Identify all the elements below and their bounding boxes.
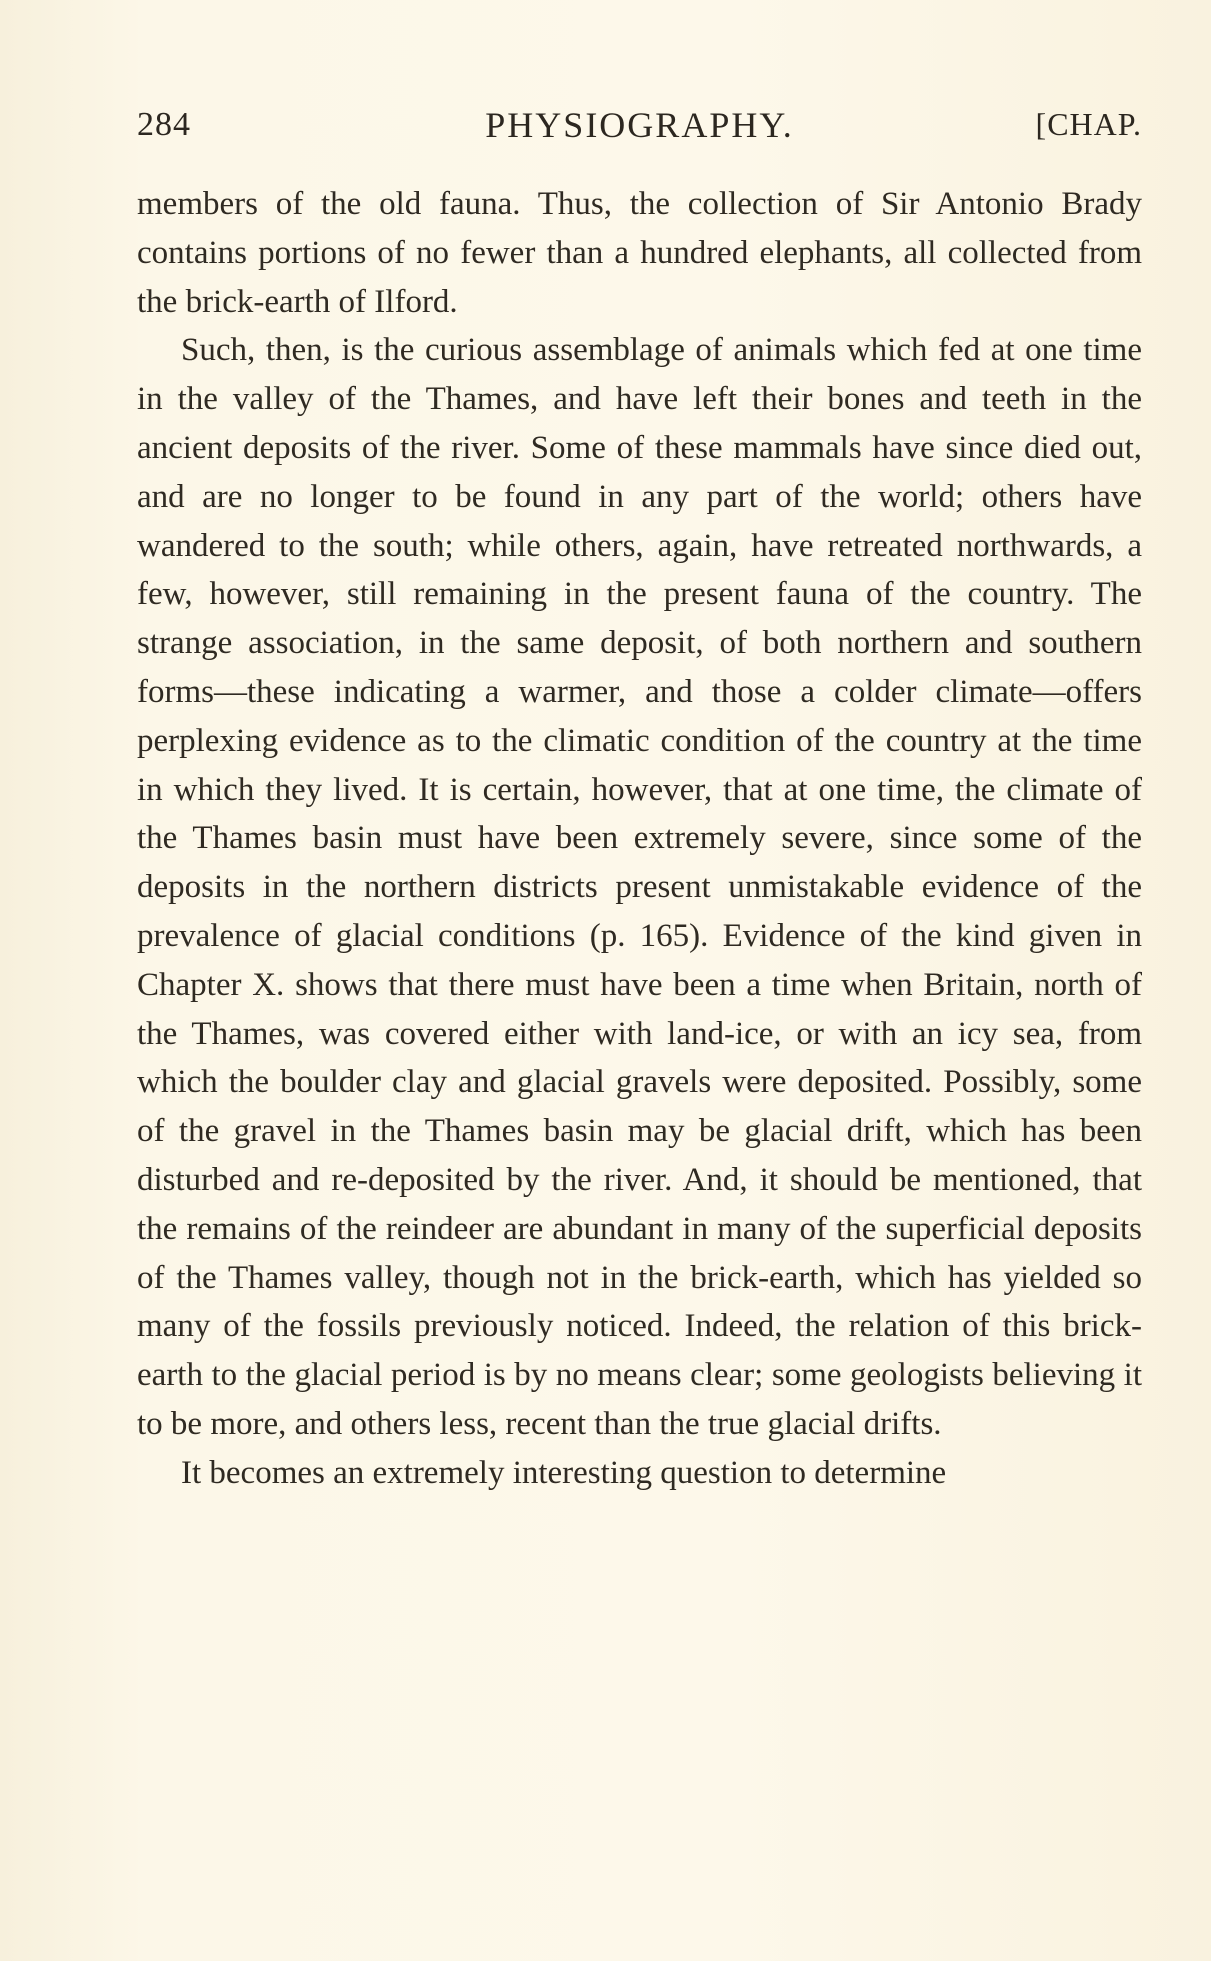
page-number: 284 bbox=[137, 106, 191, 143]
running-title: PHYSIOGRAPHY. bbox=[485, 105, 794, 145]
body-text bbox=[137, 180, 1142, 1498]
paragraph: It becomes an extremely interesting question to determine bbox=[181, 1454, 947, 1491]
paragraph: members of the old fauna. Thus, the collection of Sir Antonio Brady contains portions of no fewer than a hundred elephants, all collected from the brick-earth of Ilford. bbox=[137, 186, 1142, 320]
chapter-mark: [CHAP. bbox=[1035, 106, 1142, 142]
page-header bbox=[137, 100, 1142, 156]
paragraph: Such, then, is the curious assemblage of animals which fed at one time in the valley of the Thames, and have left their bones and teeth in the ancient deposits of the river. Some of these mammals have since died out, and are no longer to be found in any part of the world; others have wandered to the south; while others, again, have retreated northwards, a few, however, still remaining in the present fauna of the country. The strange association, in the same deposit, of both northern and southern forms—these indicating a warmer, and those a colder climate—offers perplexing evidence as to the climatic condition of the country at the time in which they lived. It is certain, however, that at one time, the climate of the Thames basin must have been extremely severe, since some of the deposits in the northern districts present unmistakable evidence of the prevalence of glacial conditions (p. 165). Evidence of the kind given in Chapter X. shows that there must have been a time when Britain, north of the Thames, was covered either with land-ice, or with an icy sea, from which the boulder clay and glacial gravels were deposited. Possibly, some of the gravel in the Thames basin may be glacial drift, which has been disturbed and re-deposited by the river. And, it should be mentioned, that the remains of the reindeer are abundant in many of the superficial deposits of the Thames valley, though not in the brick-earth, which has yielded so many of the fossils previously noticed. Indeed, the relation of this brick-earth to the glacial period is by no means clear; some geologists believing it to be more, and others less, recent than the true glacial drifts. bbox=[137, 332, 1142, 1442]
